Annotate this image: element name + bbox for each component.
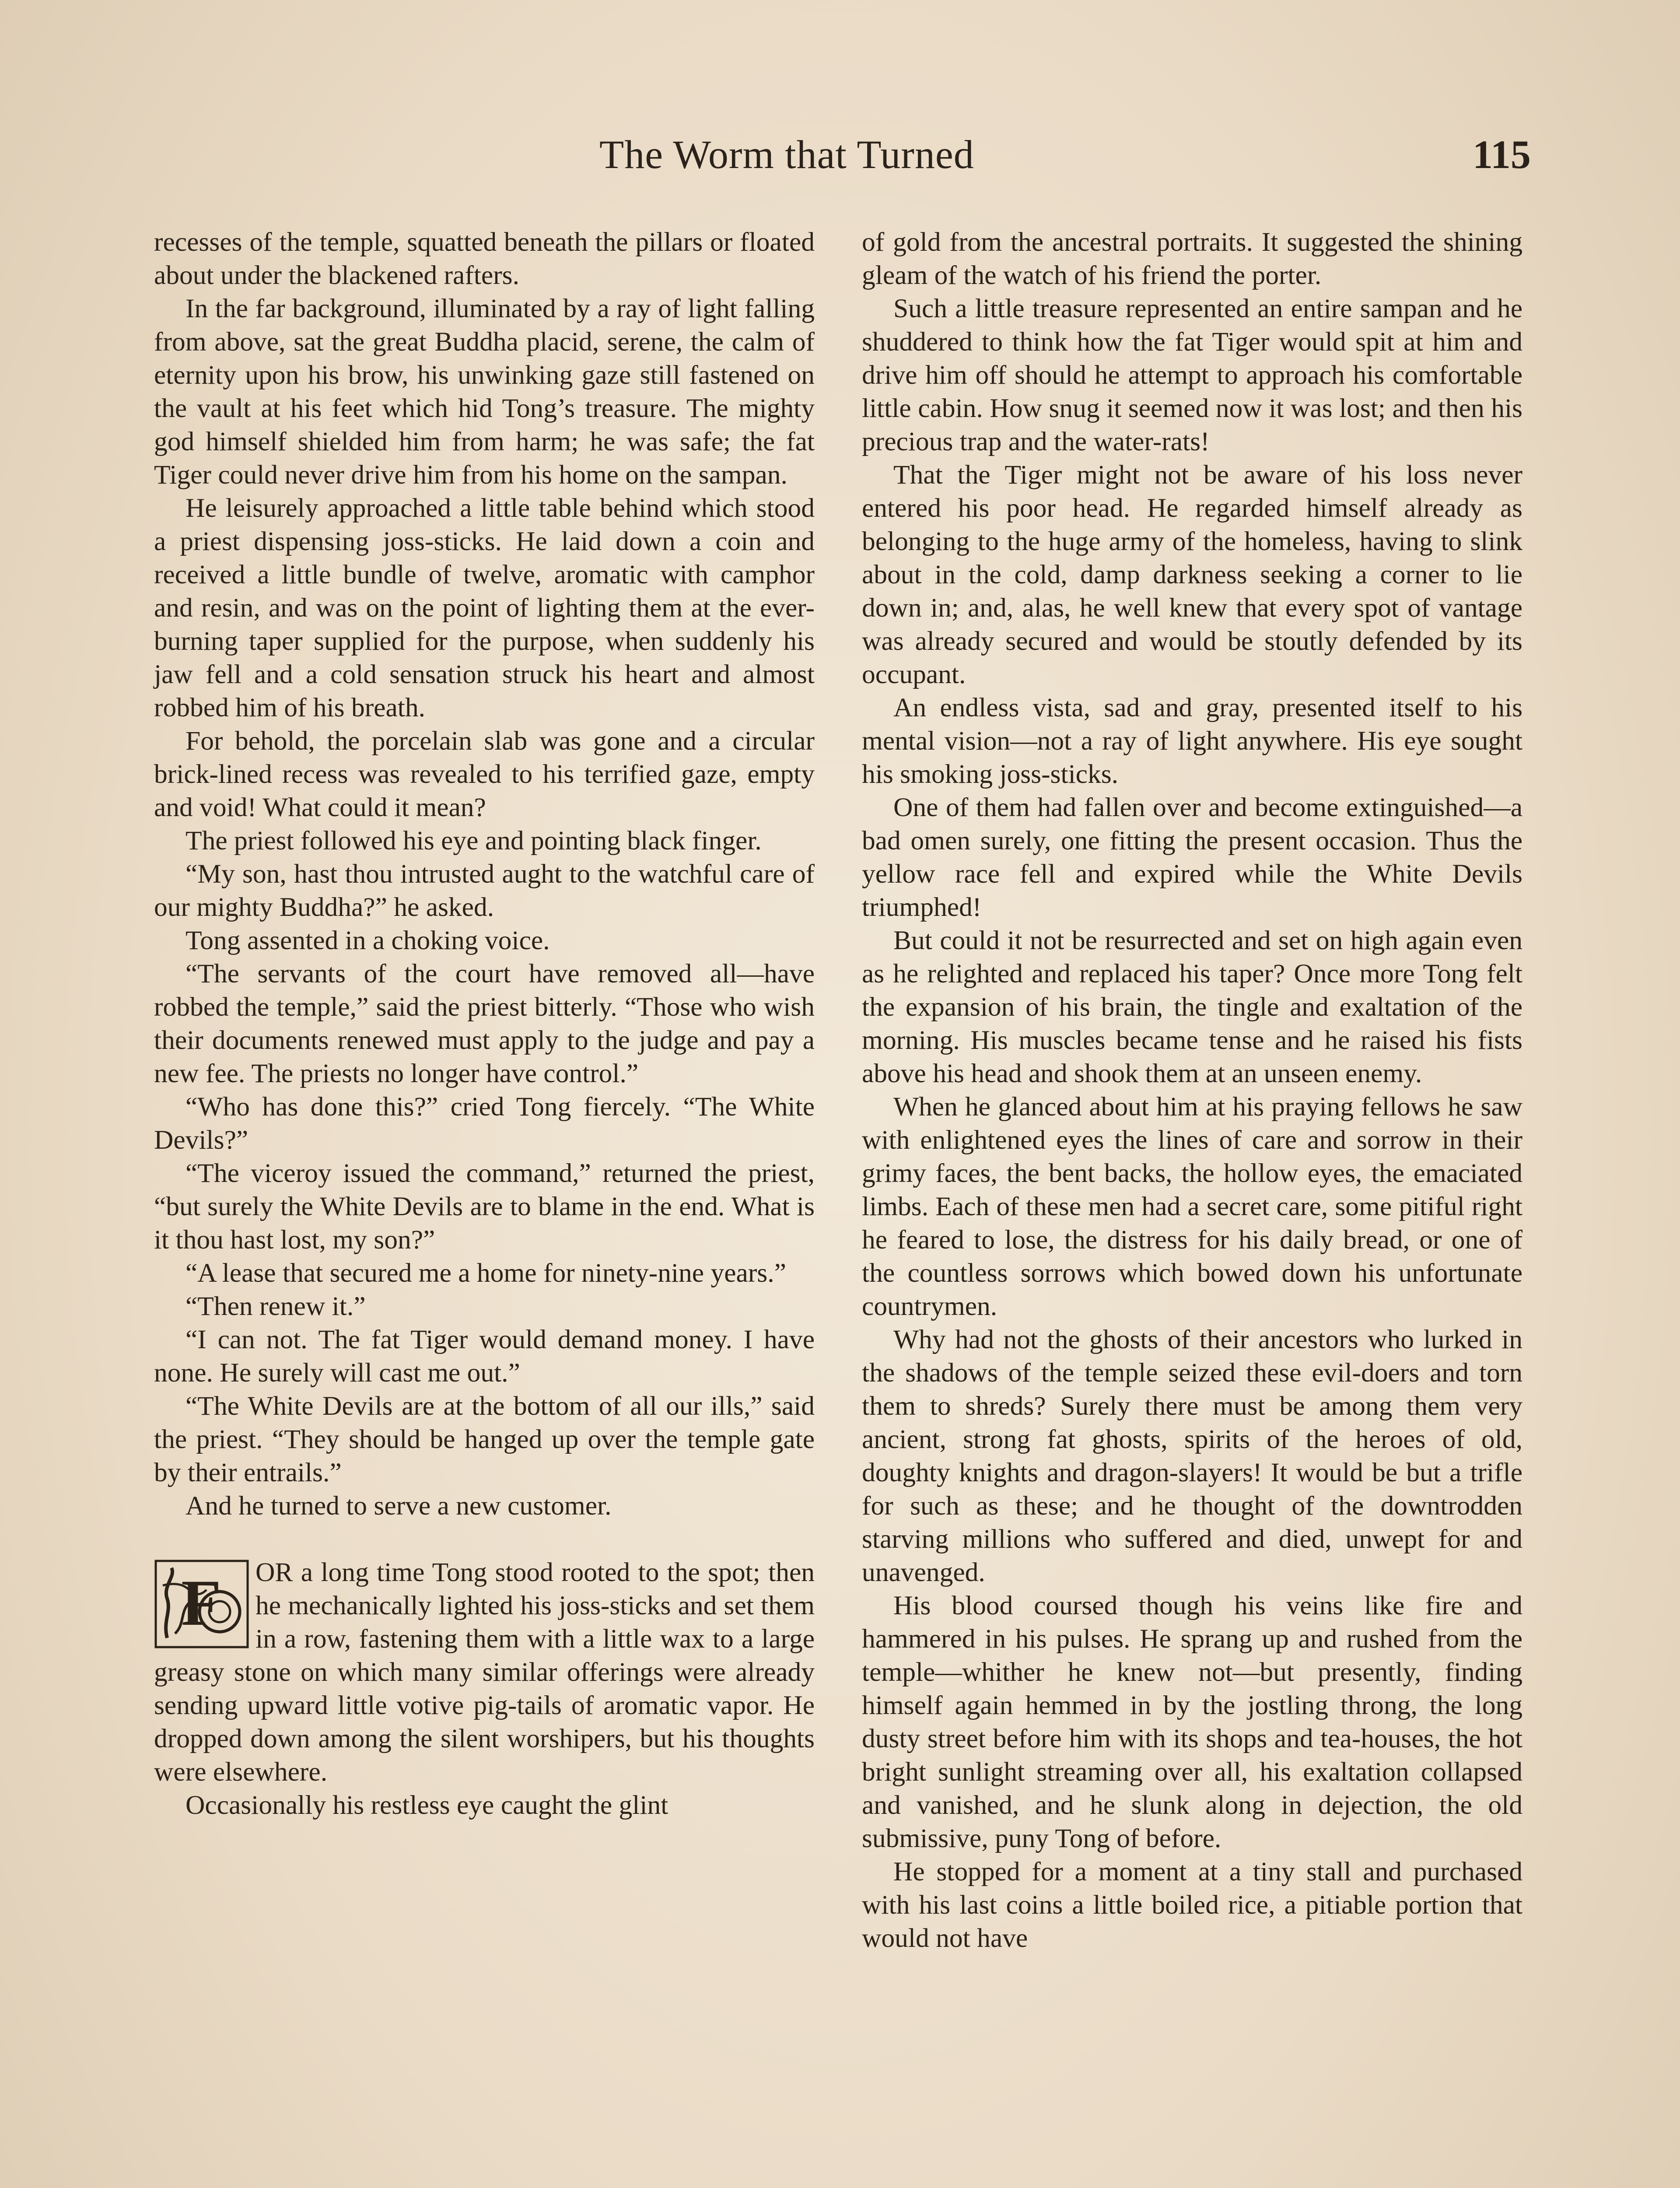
paragraph: He stopped for a moment at a tiny stall and purchased with his last coins a little boiled rice, a pitiable portion that would not have [862, 1857, 1522, 1953]
paragraph: “My son, hast thou intrusted aught to the watchful care of our mighty Buddha?” he asked. [154, 859, 815, 922]
paragraph: of gold from the ancestral portraits. It suggested the shining gleam of the watch of his friend the porter. [862, 227, 1522, 290]
paragraph: “A lease that secured me a home for ninety-nine years.” [186, 1258, 786, 1288]
paragraph: Why had not the ghosts of their ancestors who lurked in the shadows of the temple seized these evil-doers and torn them to shreds? Surely there must be among them very ancient, strong fat ghosts, spirits of the heroes of old, doughty knights and dragon-slayers! It would be but a trifle for such as these; and he thought of the downtrodden starving millions who suffered and died, unwept for and unavenged. [862, 1325, 1522, 1587]
page-number: 115 [1473, 132, 1531, 177]
paragraph: “I can not. The fat Tiger would demand money. I have none. He surely will cast me out.” [154, 1325, 815, 1388]
paragraph: “Who has done this?” cried Tong fiercely. “The White Devils?” [154, 1092, 815, 1155]
paragraph: An endless vista, sad and gray, presented itself to his mental vision—not a ray of light anywhere. His eye sought his smoking joss-sticks. [862, 693, 1522, 789]
dropcap-letter: F [181, 1567, 221, 1639]
paragraph: For behold, the porcelain slab was gone and a circular brick-lined recess was revealed to his terrified gaze, empty and void! What could it mean? [154, 726, 815, 822]
paragraph: In the far background, illuminated by a ray of light falling from above, sat the great Buddha placid, serene, the calm of eternity upon his brow, his unwinking gaze still fastened on the vault at his feet which hid Tong’s treasure. The mighty god himself shielded him from harm; he was safe; the fat Tiger could never drive him from his home on the sampan. [154, 294, 815, 490]
paragraph: “The servants of the court have removed all—have robbed the temple,” said the priest bitterly. “Those who wish their documents renewed must apply to the judge and pay a new fee. The priests no longer have control.” [154, 959, 815, 1088]
section-break [154, 1522, 815, 1556]
left-column [154, 225, 815, 1822]
dropcap-ornament-icon [154, 1559, 249, 1649]
paragraph: But could it not be resurrected and set on high again even as he relighted and replaced his taper? Once more Tong felt the expansion of his brain, the tingle and exaltation of the morning. His muscles became tense and he raised his fists above his head and shook them at an unseen enemy. [862, 926, 1522, 1088]
paragraph: recesses of the temple, squatted beneath the pillars or floated about under the blackened rafters. [154, 227, 815, 290]
paragraph: Such a little treasure represented an entire sampan and he shuddered to think how the fat Tiger would spit at him and drive him off should he attempt to approach his comfortable little cabin. How snug it seemed now it was lost; and then his precious trap and the water-rats! [862, 294, 1522, 456]
paragraph: OR a long time Tong stood rooted to the spot; then he mechanically lighted his joss-sticks and set them in a row, fastening them with a little wax to a large greasy stone on which many similar offerings were already sending upward little votive pig-tails of aromatic vapor. He dropped down among the silent worshipers, but his thoughts were elsewhere. [154, 1557, 815, 1787]
paragraph: “Then renew it.” [186, 1291, 366, 1321]
paragraph: His blood coursed though his veins like fire and hammered in his pulses. He sprang up and rushed from the temple—whither he knew not—but presently, finding himself again hemmed in by the jostling throng, the long dusty street before him with its shops and tea-houses, the hot bright sunlight streaming over all, his exaltation collapsed and vanished, and he slunk along in dejection, the old submissive, puny Tong of before. [862, 1591, 1522, 1853]
paragraph: When he glanced about him at his praying fellows he saw with enlightened eyes the lines of care and sorrow in their grimy faces, the bent backs, the hollow eyes, the emaciated limbs. Each of these men had a secret care, some pitiful right he feared to lose, the distress for his daily bread, or one of the countless sorrows which bowed down his unfortunate countrymen. [862, 1092, 1522, 1321]
paragraph: “The viceroy issued the command,” returned the priest, “but surely the White Devils are to blame in the end. What is it thou hast lost, my son?” [154, 1158, 815, 1255]
right-column [862, 225, 1522, 1955]
paragraph: Tong assented in a choking voice. [186, 926, 550, 955]
paragraph: “The White Devils are at the bottom of all our ills,” said the priest. “They should be hanged up over the temple gate by their entrails.” [154, 1391, 815, 1487]
paragraph: He leisurely approached a little table behind which stood a priest dispensing joss-sticks. He laid down a coin and received a little bundle of twelve, aromatic with camphor and resin, and was on the point of lighting them at the ever-burning taper supplied for the purpose, when suddenly his jaw fell and a cold sensation struck his heart and almost robbed him of his breath. [154, 493, 815, 722]
paragraph: The priest followed his eye and pointing black finger. [186, 826, 762, 856]
paragraph: Occasionally his restless eye caught the glint [186, 1790, 668, 1820]
paragraph: That the Tiger might not be aware of his loss never entered his poor head. He regarded himself already as belonging to the huge army of the homeless, having to slink about in the cold, damp darkness seeking a corner to lie down in; and, alas, he well knew that every spot of vantage was already secured and would be stoutly defended by its occupant. [862, 460, 1522, 689]
running-title: The Worm that Turned [599, 132, 974, 177]
ornamental-drop-cap [154, 1559, 249, 1649]
paragraph: One of them had fallen over and become extinguished—a bad omen surely, one fitting the present occasion. Thus the yellow race fell and expired while the White Devils triumphed! [862, 792, 1522, 922]
paragraph: And he turned to serve a new customer. [186, 1491, 612, 1521]
